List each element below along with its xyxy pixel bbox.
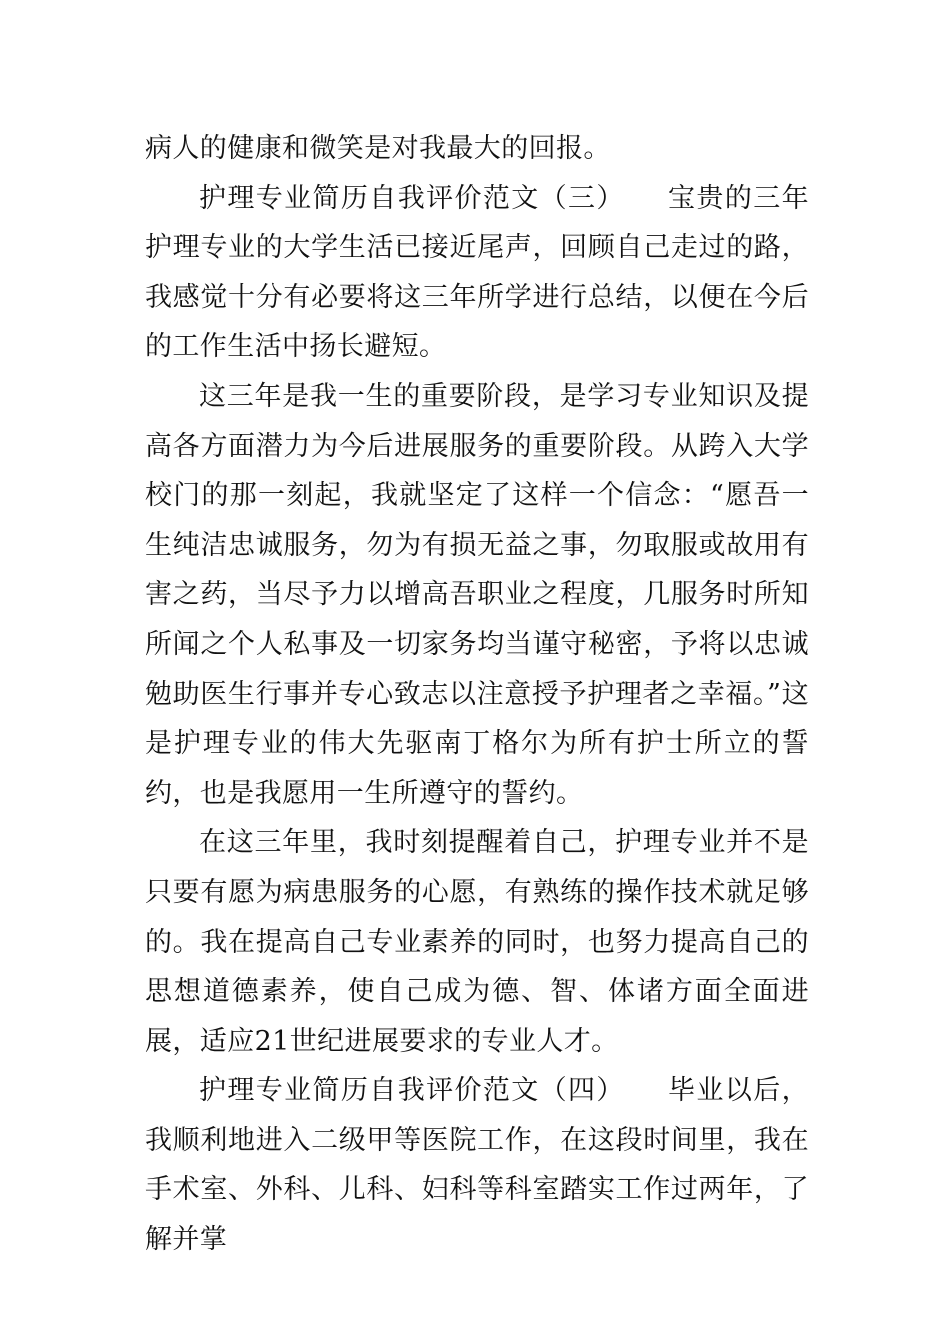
paragraph-5: 护理专业简历自我评价范文（四） 毕业以后，我顺利地进入二级甲等医院工作，在这段时间里，我在手术室、外科、儿科、妇科等科室踏实工作过两年，了解并掌 (145, 1075, 809, 1256)
paragraph-1: 病人的健康和微笑是对我最大的回报。 (145, 133, 611, 164)
document-body (145, 124, 809, 1265)
paragraph-2: 护理专业简历自我评价范文（三） 宝贵的三年护理专业的大学生活已接近尾声，回顾自己走过的路，我感觉十分有必要将这三年所学进行总结，以便在今后的工作生活中扬长避短。 (145, 182, 809, 363)
paragraph-3: 这三年是我一生的重要阶段，是学习专业知识及提高各方面潜力为今后进展服务的重要阶段。从跨入大学校门的那一刻起，我就坚定了这样一个信念：“愿吾一生纯洁忠诚服务，勿为有损无益之事，勿取服或故用有害之药，当尽予力以增高吾职业之程度，几服务时所知所闻之个人私事及一切家务均当谨守秘密，予将以忠诚勉助医生行事并专心致志以注意授予护理者之幸福。”这是护理专业的伟大先驱南丁格尔为所有护士所立的誓约，也是我愿用一生所遵守的誓约。 (145, 380, 809, 809)
paragraph-4: 在这三年里，我时刻提醒着自己，护理专业并不是只要有愿为病患服务的心愿，有熟练的操作技术就足够的。我在提高自己专业素养的同时，也努力提高自己的思想道德素养，使自己成为德、智、体诸方面全面进展，适应21世纪进展要求的专业人才。 (145, 827, 809, 1057)
